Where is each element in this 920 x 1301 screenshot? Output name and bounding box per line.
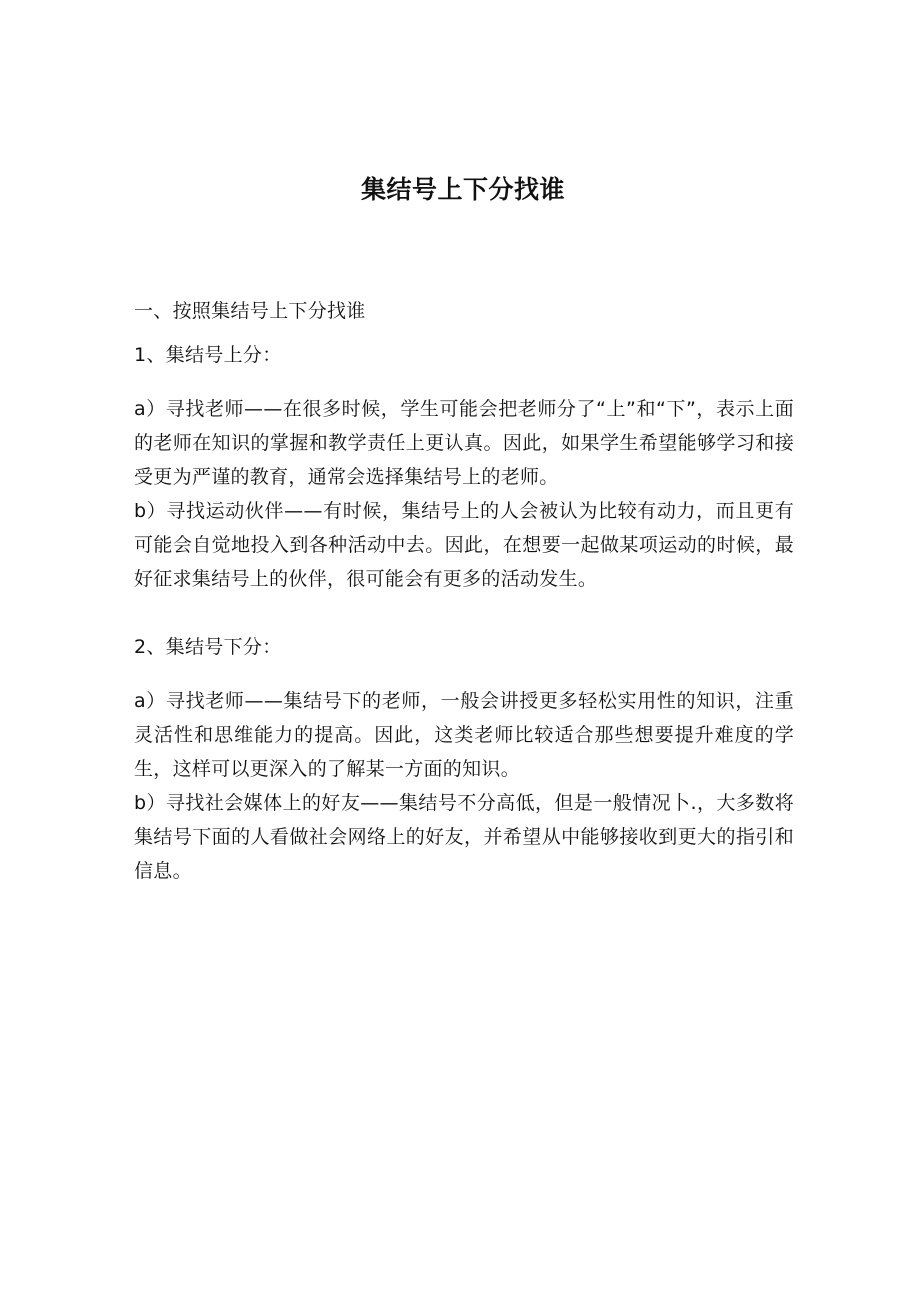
document-body bbox=[134, 294, 794, 888]
part2-item-b: b）寻找社会媒体上的好友——集结号不分高低，但是一般情况卜.，大多数将集结号下面的人看做社会网络上的好友，并希望从中能够接收到更大的指引和信息。 bbox=[134, 792, 794, 882]
part1-item-b: b）寻找运动伙伴——有时候，集结号上的人会被认为比较有动力，而且更有可能会自觉地投入到各种活动中去。因此，在想要一起做某项运动的时候，最好征求集结号上的伙伴，很可能会有更多的活动发生。 bbox=[134, 500, 794, 590]
part2-item-a: a）寻找老师——集结号下的老师，一般会讲授更多轻松实用性的知识，注重灵活性和思维能力的提高。因此，这类老师比较适合那些想要提升难度的学生，这样可以更深入的了解某一方面的知识。 bbox=[134, 690, 794, 780]
section-heading: 一、按照集结号上下分找谁 bbox=[134, 300, 366, 322]
part1-heading: 1、集结号上分： bbox=[134, 344, 282, 366]
document-title: 集结号上下分找谁 bbox=[360, 175, 565, 204]
section-spacer bbox=[134, 596, 794, 630]
part1-item-a: a）寻找老师——在很多时候，学生可能会把老师分了“上”和“下”，表示上面的老师在知识的掌握和教学责任上更认真。因此，如果学生希望能够学习和接受更为严谨的教育，通常会选择集结号上的老师。 bbox=[134, 398, 794, 488]
part2-heading: 2、集结号下分： bbox=[134, 636, 282, 658]
